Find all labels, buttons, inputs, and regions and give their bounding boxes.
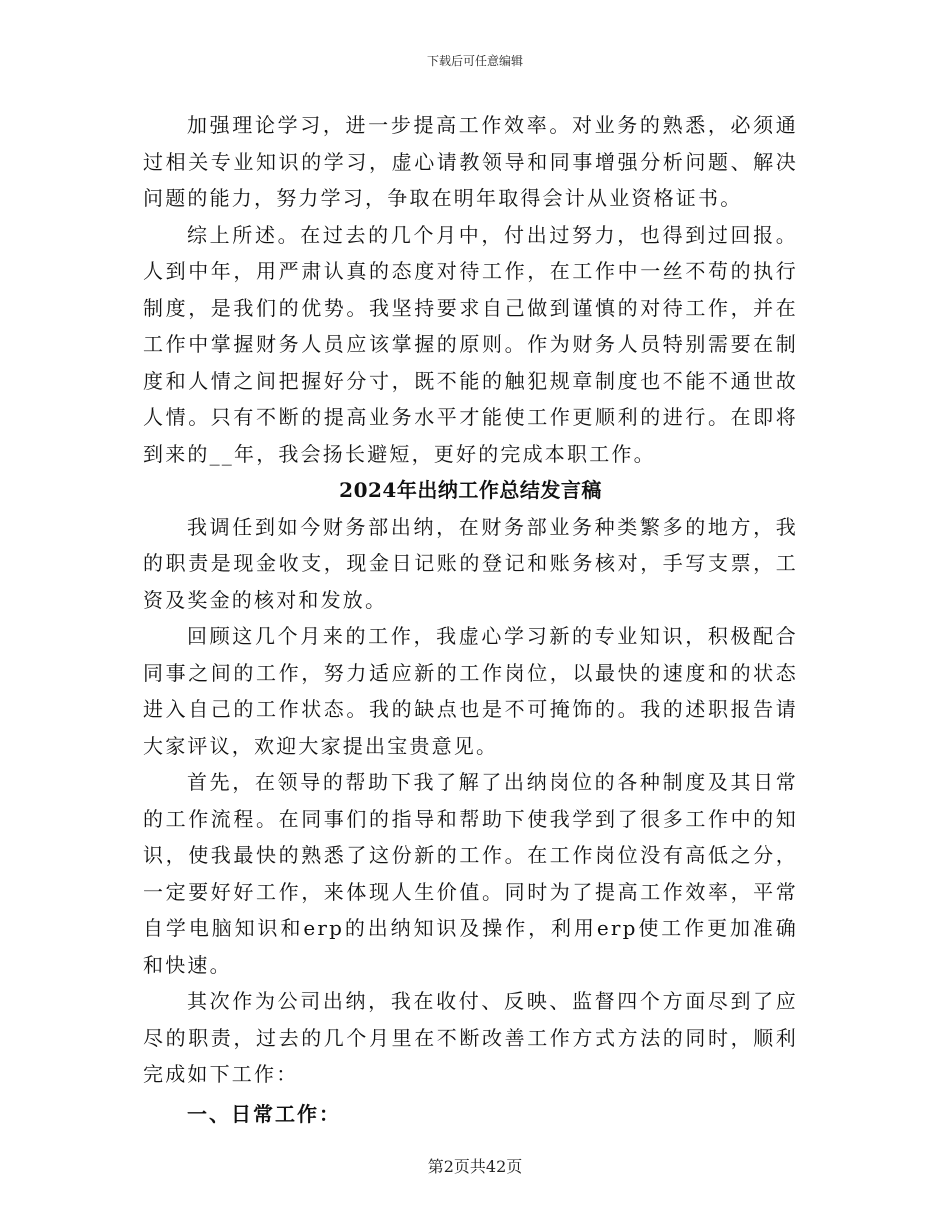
- subheading-daily-work: 一、日常工作：: [187, 1101, 341, 1126]
- paragraph-review: 回顾这几个月来的工作，我虚心学习新的专业知识，积极配合同事之间的工作，努力适应新的工作岗位，以最快的速度和的状态进入自己的工作状态。我的缺点也是不可掩饰的。我的述职报告请大家评议，欢迎大家提出宝贵意见。: [143, 624, 798, 758]
- section-title: 2024年出纳工作总结发言稿: [339, 478, 602, 502]
- paragraph-summary: 综上所述。在过去的几个月中，付出过努力，也得到过回报。人到中年，用严肃认真的态度对待工作，在工作中一丝不苟的执行制度，是我们的优势。我坚持要求自己做到谨慎的对待工作，并在工作中掌握财务人员应该掌握的原则。作为财务人员特别需要在制度和人情之间把握好分寸，既不能的触犯规章制度也不能不通世故人情。只有不断的提高业务水平才能使工作更顺利的进行。在即将到来的__年，我会扬长避短，更好的完成本职工作。: [143, 222, 798, 466]
- document-body: [143, 107, 798, 1133]
- page-number-footer: 第2页共42页: [427, 1157, 523, 1176]
- page-header: 下载后可任意编辑: [426, 54, 523, 68]
- paragraph-duties: 我调任到如今财务部出纳，在财务部业务种类繁多的地方，我的职责是现金收支，现金日记账的登记和账务核对，手写支票，工资及奖金的核对和发放。: [143, 514, 798, 612]
- paragraph-study: 加强理论学习，进一步提高工作效率。对业务的熟悉，必须通过相关专业知识的学习，虚心请教领导和同事增强分析问题、解决问题的能力，努力学习，争取在明年取得会计从业资格证书。: [143, 113, 798, 210]
- paragraph-second: 其次作为公司出纳，我在收付、反映、监督四个方面尽到了应尽的职责，过去的几个月里在不断改善工作方式方法的同时，顺利完成如下工作：: [143, 989, 798, 1086]
- paragraph-first: 首先，在领导的帮助下我了解了出纳岗位的各种制度及其日常的工作流程。在同事们的指导和帮助下使我学到了很多工作中的知识，使我最快的熟悉了这份新的工作。在工作岗位没有高低之分，一定要好好工作，来体现人生价值。同时为了提高工作效率，平常自学电脑知识和erp的出纳知识及操作，利用erp使工作更加准确和快速。: [143, 770, 798, 977]
